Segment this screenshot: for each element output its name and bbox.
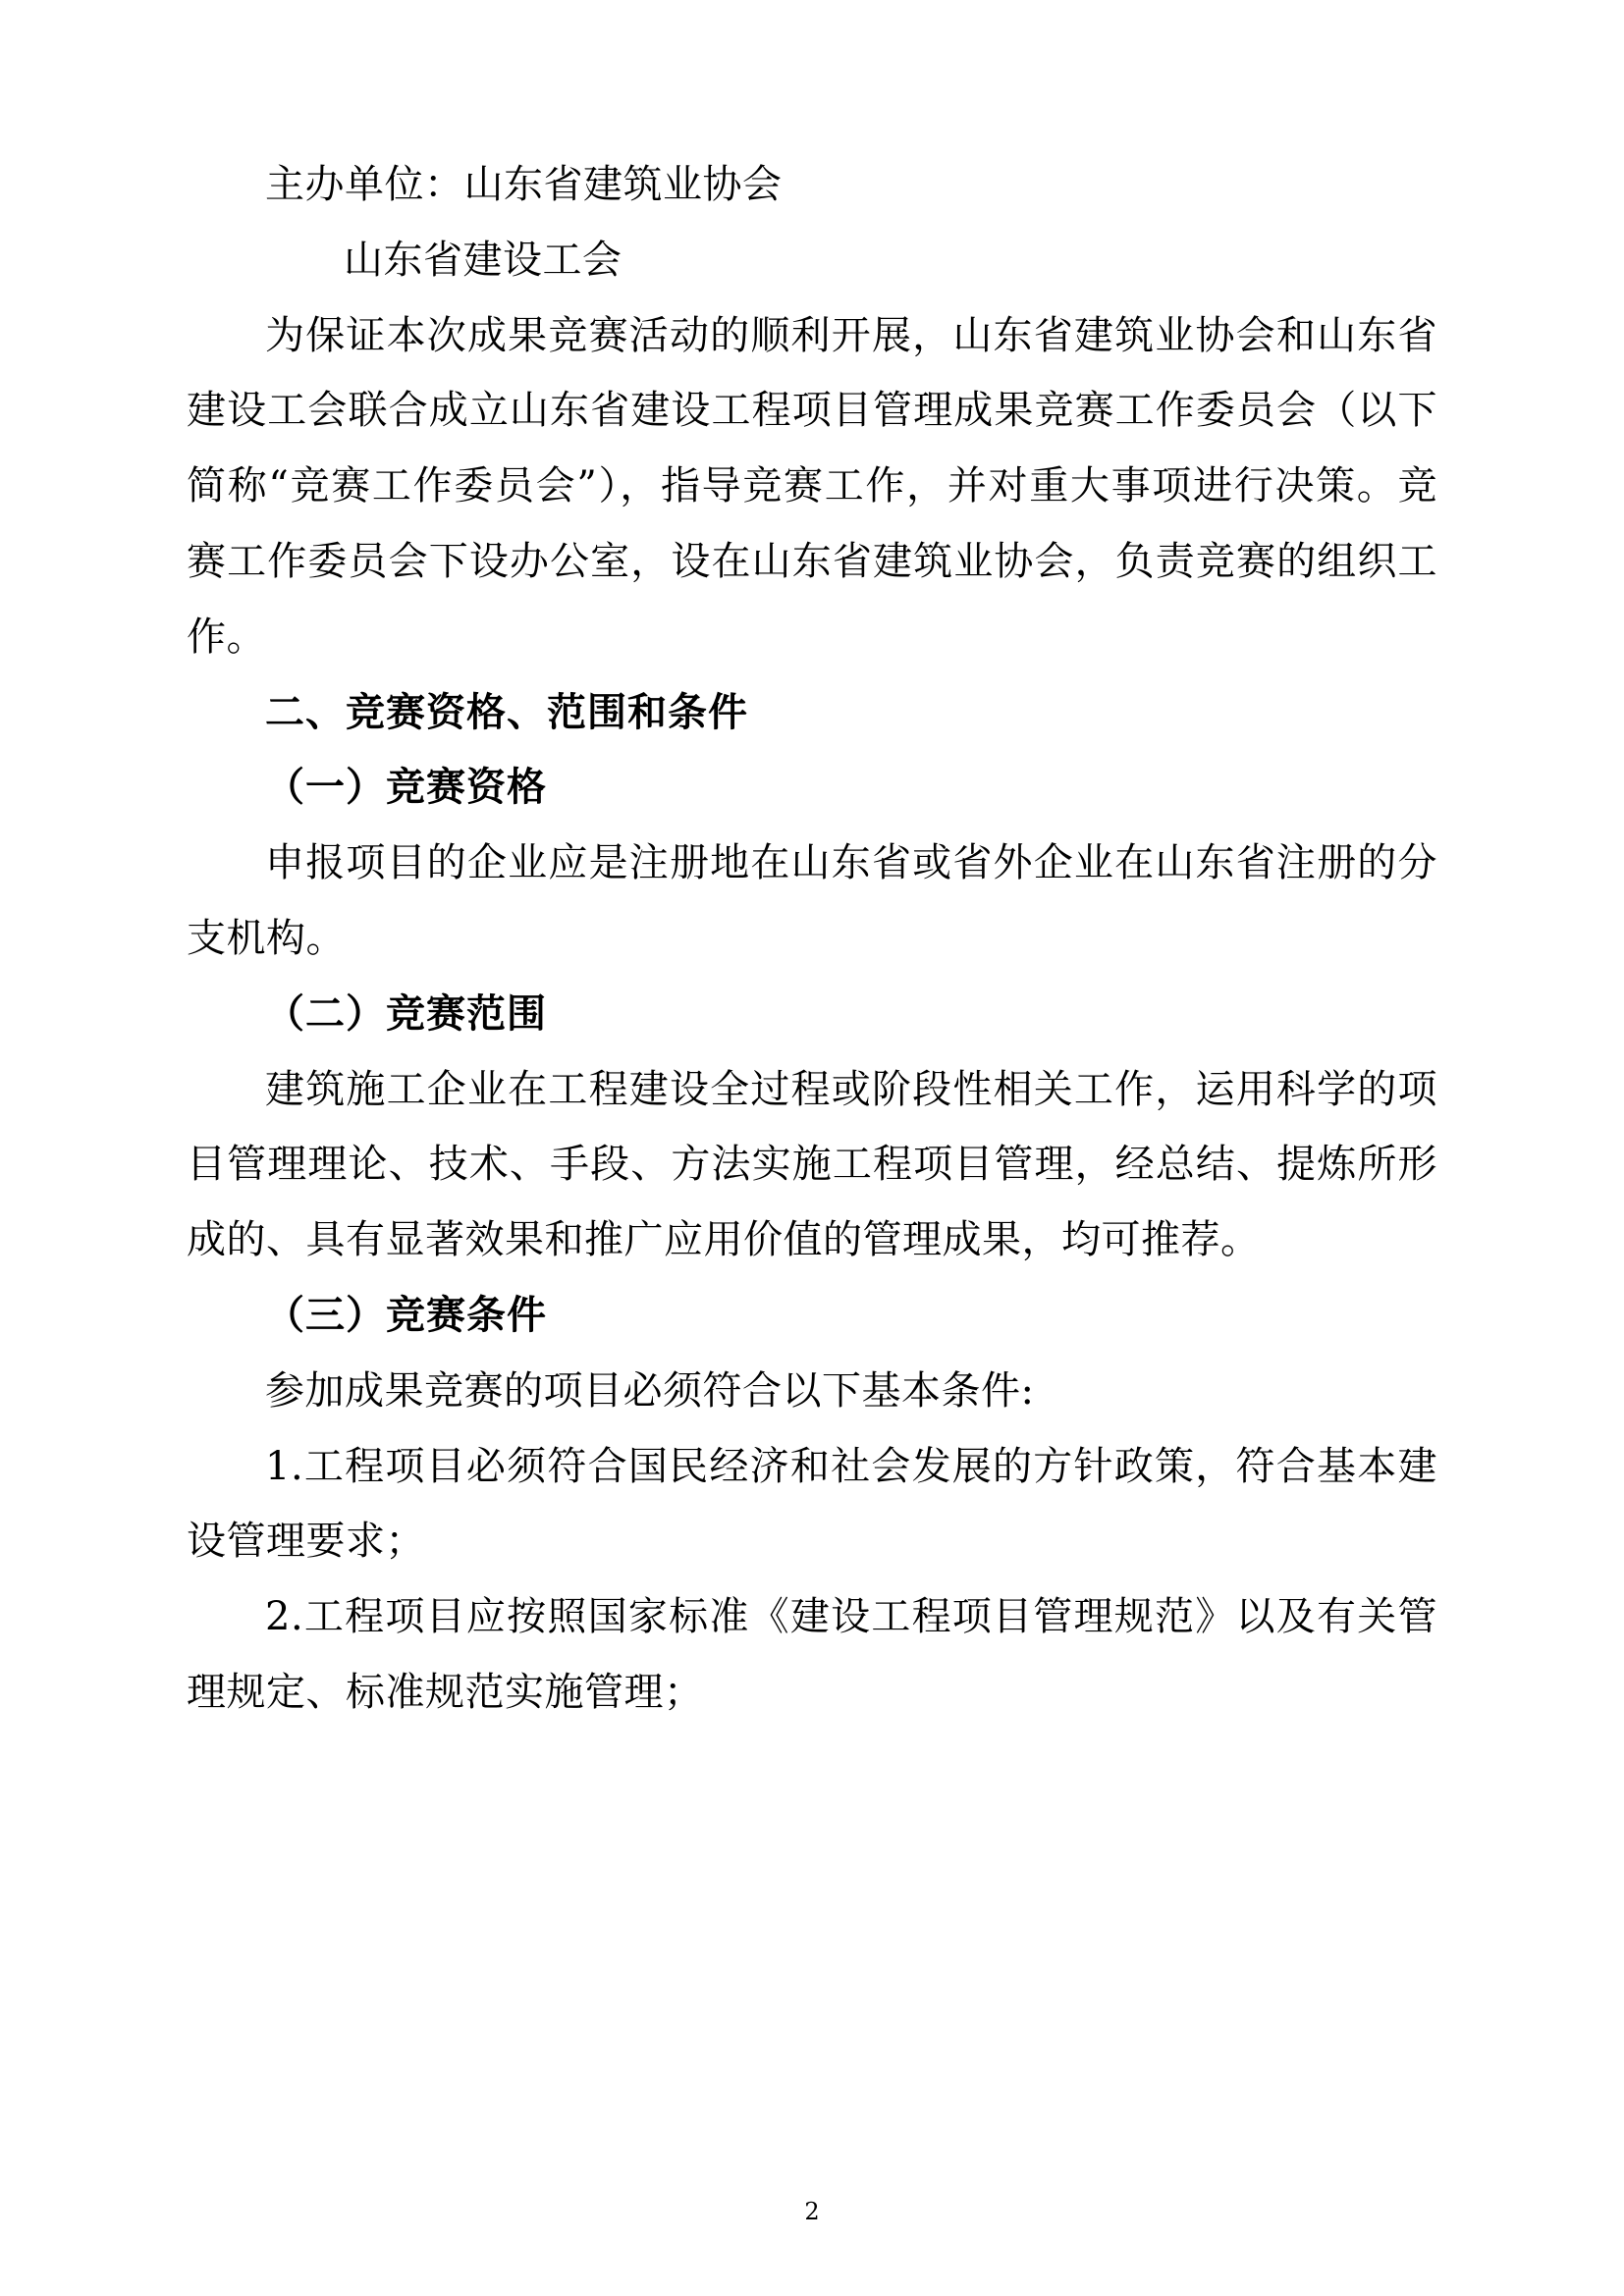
document-body xyxy=(187,147,1437,1731)
subsection-heading-qualification: （一）竞赛资格 xyxy=(265,765,547,811)
paragraph-qualification: 申报项目的企业应是注册地在山东省或省外企业在山东省注册的分支机构。 xyxy=(187,840,1437,961)
paragraph-scope: 建筑施工企业在工程建设全过程或阶段性相关工作，运用科学的项目管理理论、技术、手段、方法实施工程项目管理，经总结、提炼所形成的、具有显著效果和推广应用价值的管理成果，均可推荐。 xyxy=(187,1066,1437,1263)
subsection-heading-scope: （二）竞赛范围 xyxy=(265,990,547,1037)
subsection-heading-conditions: （三）竞赛条件 xyxy=(265,1292,547,1338)
paragraph-organizer-line2: 山东省建设工会 xyxy=(344,237,623,283)
paragraph-organizer-line1: 主办单位：山东省建筑业协会 xyxy=(265,162,783,207)
paragraph-conditions-intro: 参加成果竞赛的项目必须符合以下基本条件: xyxy=(265,1367,1035,1414)
paragraph-condition-2: 2.工程项目应按照国家标准《建设工程项目管理规范》以及有关管理规定、标准规范实施管理； xyxy=(187,1594,1437,1715)
section-heading-two: 二、竞赛资格、范围和条件 xyxy=(265,689,748,735)
paragraph-condition-1: 1.工程项目必须符合国民经济和社会发展的方针政策，符合基本建设管理要求； xyxy=(187,1443,1437,1565)
paragraph-committee: 为保证本次成果竞赛活动的顺利开展，山东省建筑业协会和山东省建设工会联合成立山东省建设工程项目管理成果竞赛工作委员会（以下简称“竞赛工作委员会”），指导竞赛工作，并对重大事项进行决策。竞赛工作委员会下设办公室，设在山东省建筑业协会，负责竞赛的组织工作。 xyxy=(187,312,1437,660)
page-number: 2 xyxy=(804,2198,820,2225)
